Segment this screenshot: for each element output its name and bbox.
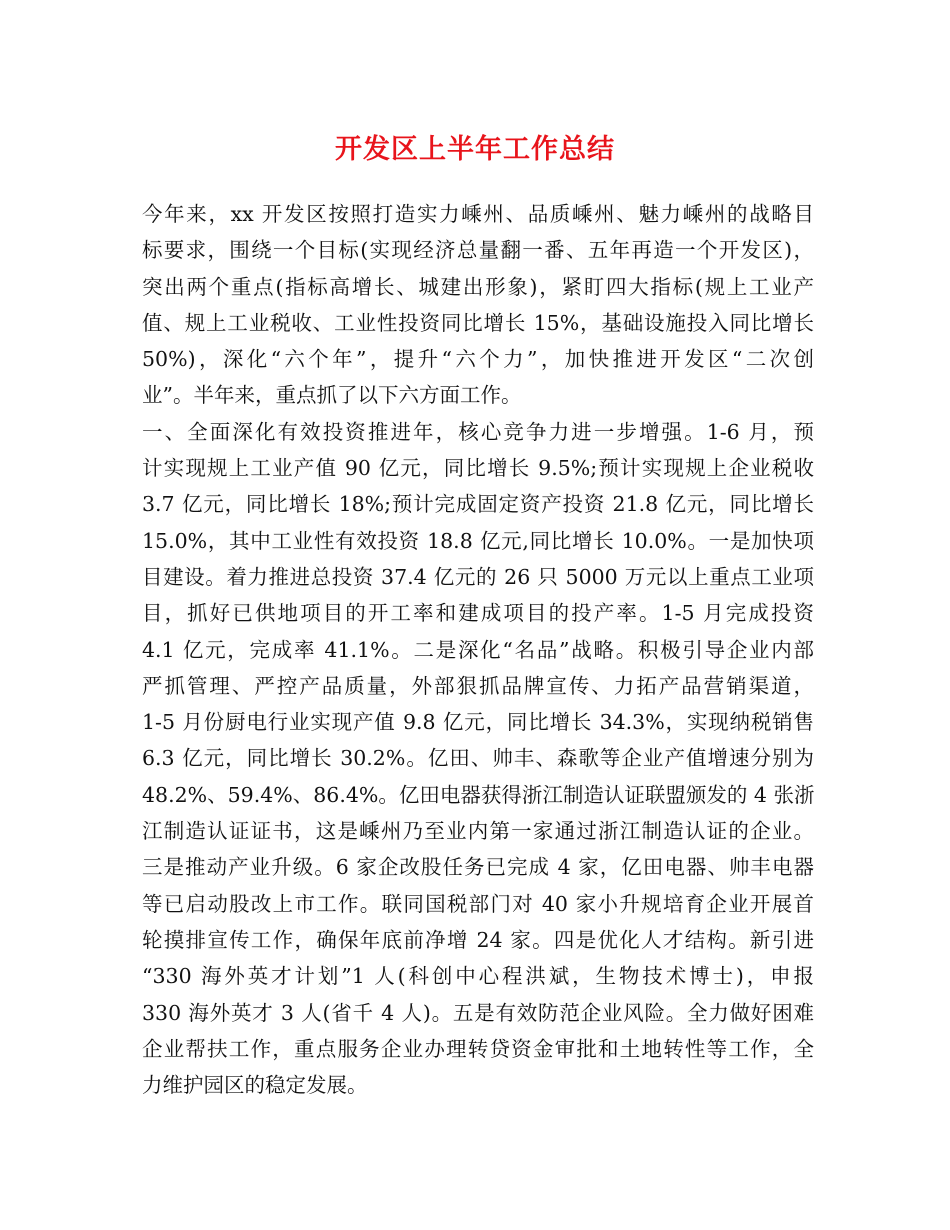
text-line: 突出两个重点(指标高增长、城建出形象)，紧盯四大指标(规上工业产: [142, 274, 814, 299]
text-line: 企业帮扶工作，重点服务企业办理转贷资金审批和土地转性等工作，全: [142, 1036, 814, 1061]
text-line: 目建设。着力推进总投资 37.4 亿元的 26 只 5000 万元以上重点工业项: [142, 564, 814, 589]
text-line: “330 海外英才计划”1 人(科创中心程洪斌，生物技术博士)，申报: [142, 964, 814, 989]
text-line: 计实现规上工业产值 90 亿元，同比增长 9.5%;预计实现规上企业税收: [142, 456, 814, 481]
text-line: 今年来，xx 开发区按照打造实力嵊州、品质嵊州、魅力嵊州的战略目: [142, 202, 814, 226]
text-line: 15.0%，其中工业性有效投资 18.8 亿元,同比增长 10.0%。一是加快项: [142, 528, 814, 553]
text-line: 等已启动股改上市工作。联同国税部门对 40 家小升规培育企业开展首: [142, 891, 814, 916]
document-body: [142, 196, 814, 1103]
text-line: 江制造认证证书，这是嵊州乃至业内第一家通过浙江制造认证的企业。: [142, 819, 814, 844]
paragraph-intro: [142, 196, 814, 414]
text-line: 严抓管理、严控产品质量，外部狠抓品牌宣传、力拓产品营销渠道，: [142, 673, 814, 698]
text-line: 1-5 月份厨电行业实现产值 9.8 亿元，同比增长 34.3%，实现纳税销售: [142, 710, 814, 735]
text-line: 标要求，围绕一个目标(实现经济总量翻一番、五年再造一个开发区)，: [142, 238, 814, 263]
text-line: 业”。半年来，重点抓了以下六方面工作。: [142, 383, 522, 408]
text-line: 三是推动产业升级。6 家企改股任务已完成 4 家，亿田电器、帅丰电器: [142, 855, 814, 880]
text-line: 3.7 亿元，同比增长 18%;预计完成固定资产投资 21.8 亿元，同比增长: [142, 492, 814, 517]
text-line: 力维护园区的稳定发展。: [142, 1073, 368, 1098]
text-line: 目，抓好已供地项目的开工率和建成项目的投产率。1-5 月完成投资: [142, 601, 814, 626]
text-line: 一、全面深化有效投资推进年，核心竞争力进一步增强。1-6 月，预: [142, 419, 814, 444]
text-line: 330 海外英才 3 人(省千 4 人)。五是有效防范企业风险。全力做好困难: [142, 1000, 814, 1025]
text-line: 值、规上工业税收、工业性投资同比增长 15%，基础设施投入同比增长: [142, 310, 814, 335]
text-line: 48.2%、59.4%、86.4%。亿田电器获得浙江制造认证联盟颁发的 4 张浙: [142, 782, 815, 807]
text-line: 轮摸排宣传工作，确保年底前净增 24 家。四是优化人才结构。新引进: [142, 927, 814, 952]
document-title: 开发区上半年工作总结: [335, 134, 615, 165]
text-line: 50%)，深化“六个年”，提升“六个力”，加快推进开发区“二次创: [142, 347, 814, 372]
text-line: 6.3 亿元，同比增长 30.2%。亿田、帅丰、森歌等企业产值增速分别为: [142, 746, 814, 771]
text-line: 4.1 亿元，完成率 41.1%。二是深化“名品”战略。积极引导企业内部: [142, 637, 814, 662]
paragraph-section-one: [142, 414, 814, 1104]
